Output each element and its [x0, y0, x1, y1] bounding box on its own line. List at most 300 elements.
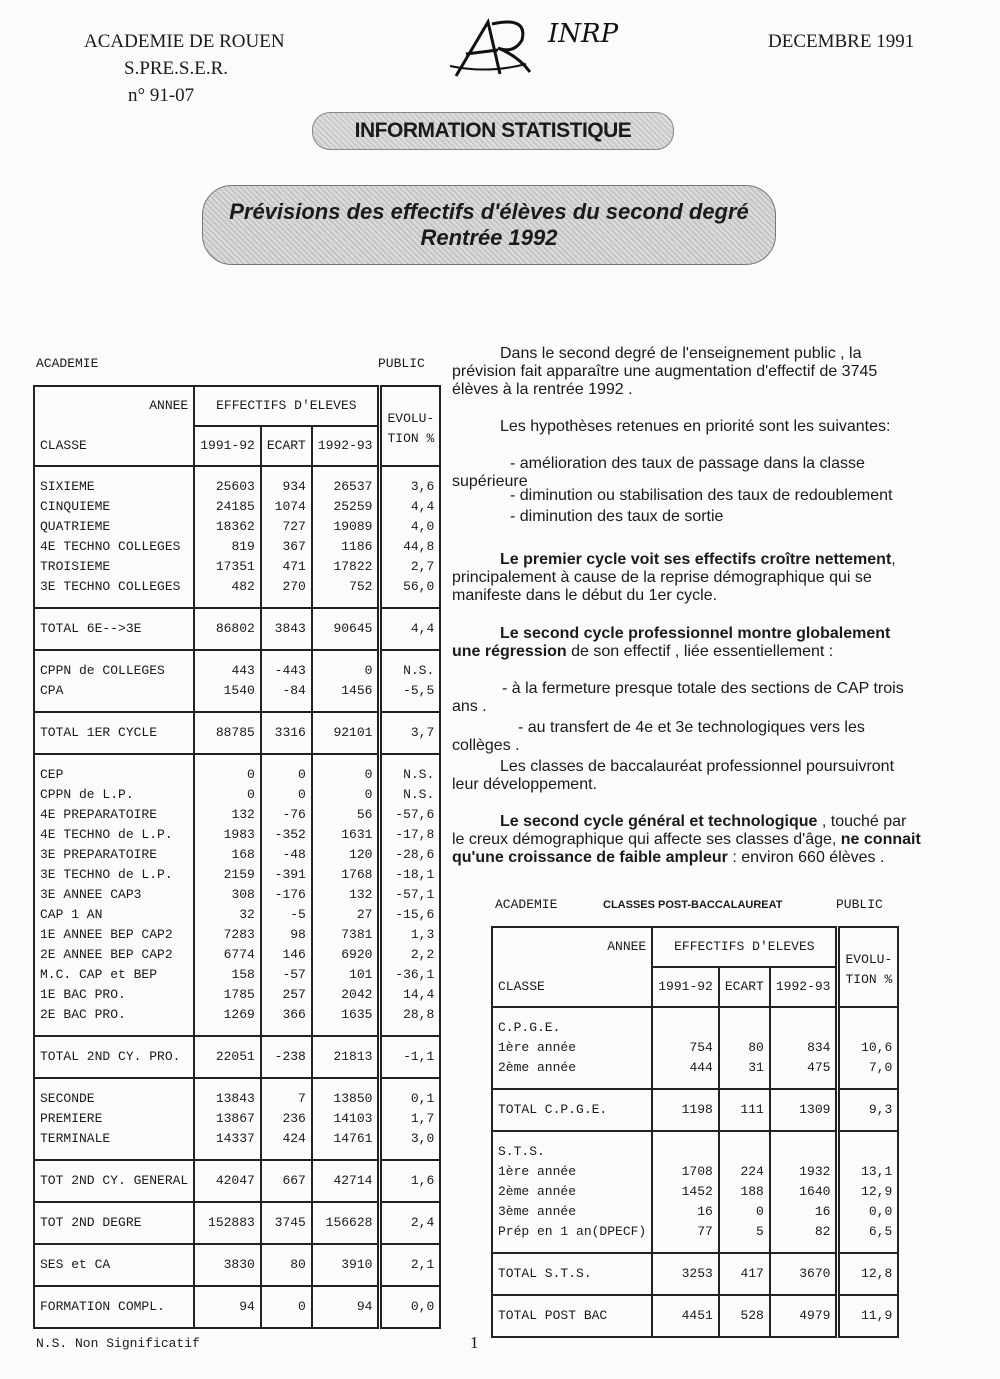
table1-cell-col-1 [194, 608, 261, 650]
table1-value: -1,1 [403, 1049, 435, 1064]
table1-cell-col-1 [194, 1160, 261, 1202]
table2-cell-col-1 [652, 1295, 719, 1337]
table1-row-group [34, 1244, 440, 1286]
page-number: 1 [470, 1333, 479, 1352]
second-cycle-general-rest: : environ 660 élèves . [727, 849, 885, 866]
table1-value: N.S. [403, 787, 435, 802]
table1-cell-col-1 [194, 1286, 261, 1328]
table2-cell-col-3 [770, 1007, 838, 1089]
table1-value: 819 [231, 539, 255, 554]
table1-row-label: 3E ANNEE CAP3 [40, 887, 142, 902]
table1-row-label: CAP 1 AN [40, 907, 103, 922]
table2-cell-col-0 [492, 1089, 652, 1131]
table2-row-label: S.T.S. [498, 1144, 545, 1159]
table1-cell-col-3 [312, 650, 380, 712]
table1-cell-col-0 [34, 754, 194, 1036]
table1-value: 25603 [215, 479, 255, 494]
table2-header-classe-cell [492, 927, 652, 1007]
table1-cell-col-2 [261, 1244, 312, 1286]
table1-value: 42714 [333, 1173, 373, 1188]
table1-value: 156628 [325, 1215, 373, 1230]
table1-value: -76 [282, 807, 306, 822]
table2-value: 417 [740, 1266, 764, 1281]
table2-value: 7,0 [868, 1060, 893, 1075]
table1-row-label: 4E TECHNO COLLEGES [40, 539, 181, 554]
table1-value: 14,4 [403, 987, 435, 1002]
table1-value: N.S. [403, 767, 435, 782]
table1-value: -5 [290, 907, 306, 922]
table1-value: 0 [298, 787, 306, 802]
table1-value: 86802 [215, 621, 255, 636]
table2-header-evolution [838, 927, 898, 1007]
table1-value: 17822 [333, 559, 373, 574]
table1-cell-col-0 [34, 1286, 194, 1328]
post-bac-table [491, 926, 899, 1338]
table2-value [725, 1018, 764, 1038]
footnote: N.S. Non Significatif [36, 1336, 200, 1351]
table1-row-label: TOT 2ND CY. GENERAL [40, 1173, 189, 1188]
table1-row-group [34, 1078, 440, 1160]
table1-row-group [34, 1160, 440, 1202]
table2-cell-col-0 [492, 1007, 652, 1089]
table1-cell-col-1 [194, 466, 261, 608]
table1-value: -28,6 [395, 847, 435, 862]
document-number: n° 91-07 [128, 85, 195, 106]
table1-row-label: TOTAL 6E-->3E [40, 621, 142, 636]
paragraph-bac-pro [452, 758, 922, 794]
table1-row-group [34, 650, 440, 712]
table1-cell-col-3 [312, 712, 380, 754]
table2-value: 0,0 [868, 1204, 893, 1219]
table1-value: 0 [298, 767, 306, 782]
table2-row-label: 1ère année [498, 1040, 577, 1055]
table1-row-label: 3E TECHNO de L.P. [40, 867, 173, 882]
table1-value: -391 [274, 867, 306, 882]
table1-value: 3910 [341, 1257, 373, 1272]
table1-cell-col-2 [261, 1078, 312, 1160]
table1-header-evolution [380, 386, 440, 466]
table2-cell-col-2 [719, 1253, 770, 1295]
table1-header-effectifs: EFFECTIFS D'ELEVES [194, 386, 380, 426]
table1-row-label: TROISIEME [40, 559, 111, 574]
table1-value: 3830 [223, 1257, 255, 1272]
bac-pro-text: Les classes de baccalauréat professionnel poursuivront leur développement. [452, 758, 895, 793]
table1-value: 94 [356, 1299, 373, 1314]
table1-value: 14761 [333, 1131, 373, 1146]
table1-cell-col-2 [261, 466, 312, 608]
table1-cell-col-4 [380, 1244, 440, 1286]
table1-value: 727 [282, 519, 306, 534]
table1-value: 3,7 [410, 725, 435, 740]
table2-cell-col-2 [719, 1089, 770, 1131]
handwritten-text: INRP [548, 19, 619, 49]
table1-value: 26537 [333, 479, 373, 494]
table2-row-group [492, 1007, 898, 1089]
table1-cell-col-2 [261, 754, 312, 1036]
table1-cell-col-4 [380, 1160, 440, 1202]
table1-header-y2: 1992-93 [312, 426, 380, 466]
table2-value: 6,5 [868, 1224, 893, 1239]
table2-value [725, 1142, 764, 1162]
table2-value: 82 [814, 1224, 831, 1239]
table2-header-row [492, 927, 898, 967]
table1-cell-col-2 [261, 1202, 312, 1244]
title-banner [202, 185, 776, 265]
table1-row-label: CPA [40, 683, 64, 698]
table2-value: 16 [814, 1204, 831, 1219]
table1-value: -5,5 [403, 683, 435, 698]
table1-header-evol-1: EVOLU- [387, 411, 435, 426]
table1-value: 2159 [223, 867, 255, 882]
table2-cell-col-3 [770, 1295, 838, 1337]
table2-header-classe: CLASSE [498, 979, 545, 994]
table1-value: -443 [274, 663, 306, 678]
table1-cell-col-0 [34, 1036, 194, 1078]
table1-value: 146 [282, 947, 306, 962]
table2-title: CLASSES POST-BACCALAUREAT [603, 899, 783, 911]
table2-header-y1: 1991-92 [652, 967, 719, 1007]
table1-cell-col-1 [194, 1036, 261, 1078]
table1-value: 3316 [274, 725, 306, 740]
table2-value: 1932 [799, 1164, 831, 1179]
table2-value [776, 1018, 831, 1038]
title-line-1: Prévisions des effectifs d'élèves du second degré [229, 199, 749, 224]
table1-value: 1269 [223, 1007, 255, 1022]
paragraph-premier-cycle [452, 551, 922, 605]
table2-value: 111 [740, 1102, 764, 1117]
table1-row-label: 2E ANNEE BEP CAP2 [40, 947, 173, 962]
table1-value: 98 [290, 927, 306, 942]
table1-value: 7381 [341, 927, 373, 942]
table1-value: 13850 [333, 1091, 373, 1106]
table1-cell-col-3 [312, 608, 380, 650]
table1-cell-col-3 [312, 1286, 380, 1328]
table1-row-label: 3E TECHNO COLLEGES [40, 579, 181, 594]
table2-value [658, 1018, 713, 1038]
table2-academie-label: ACADEMIE [495, 897, 558, 912]
table1-row-group [34, 1286, 440, 1328]
table1-value: 88785 [215, 725, 255, 740]
table1-cell-col-0 [34, 1078, 194, 1160]
table1-row-label: FORMATION COMPL. [40, 1299, 165, 1314]
table1-row-label: QUATRIEME [40, 519, 111, 534]
table1-header-classe: CLASSE [40, 438, 87, 453]
table1-cell-col-1 [194, 1078, 261, 1160]
hypotheses-list [452, 455, 922, 526]
table2-cell-col-3 [770, 1089, 838, 1131]
table2-row-label: 1ère année [498, 1164, 577, 1179]
table1-value: 90645 [333, 621, 373, 636]
table2-value: 834 [807, 1040, 831, 1055]
table1-cell-col-1 [194, 712, 261, 754]
paragraph-second-cycle-general [452, 813, 922, 867]
table2-value: 12,9 [861, 1184, 893, 1199]
table1-value: 443 [231, 663, 255, 678]
second-cycle-general-bold: Le second cycle général et technologique [500, 813, 818, 830]
table1-value: 7283 [223, 927, 255, 942]
table2-row-label: C.P.G.E. [498, 1020, 561, 1035]
table1-row-label: SECONDE [40, 1091, 95, 1106]
table1-row-label: CEP [40, 767, 64, 782]
table1-cell-col-3 [312, 1244, 380, 1286]
table1-cell-col-0 [34, 1244, 194, 1286]
table2-value: 1198 [681, 1102, 713, 1117]
table1-value: -238 [274, 1049, 306, 1064]
table2-value: 475 [807, 1060, 831, 1075]
table1-value: -57,1 [395, 887, 435, 902]
premier-cycle-bold: Le premier cycle voit ses effectifs croître nettement [500, 551, 892, 568]
table1-value: -57,6 [395, 807, 435, 822]
table2-cell-col-2 [719, 1295, 770, 1337]
table1-value: 1,6 [410, 1173, 435, 1188]
table2-row-group [492, 1295, 898, 1337]
table1-header-annee: ANNEE [149, 398, 189, 413]
table2-value: 528 [740, 1308, 764, 1323]
table1-row-label: 3E PREPARATOIRE [40, 847, 158, 862]
second-cycle-pro-bullet-1: - à la fermeture presque totale des sections de CAP trois ans . [452, 680, 904, 715]
hypothesis-3: - diminution des taux de sortie [510, 508, 724, 525]
info-banner [312, 112, 674, 150]
table2-cell-col-4 [838, 1089, 898, 1131]
table1-value: 752 [349, 579, 373, 594]
table2-cell-col-4 [838, 1007, 898, 1089]
table2-cell-col-0 [492, 1253, 652, 1295]
table1-value: 6774 [223, 947, 255, 962]
table1-row-label: CPPN de L.P. [40, 787, 134, 802]
table1-row-label: PREMIERE [40, 1111, 103, 1126]
table2-value: 3670 [799, 1266, 831, 1281]
table1-academie-label: ACADEMIE [36, 356, 99, 371]
table1-value: 1186 [341, 539, 373, 554]
table1-cell-col-0 [34, 712, 194, 754]
table1-value: 21813 [333, 1049, 373, 1064]
table1-value: 0 [364, 663, 373, 678]
table2-value: 754 [689, 1040, 713, 1055]
title-line-2: Rentrée 1992 [420, 225, 558, 250]
table1-value: 2,2 [410, 947, 435, 962]
table2-cell-col-2 [719, 1007, 770, 1089]
table2-row-label: 2ème année [498, 1184, 577, 1199]
table1-value: 1635 [341, 1007, 373, 1022]
table1-cell-col-0 [34, 466, 194, 608]
paragraph-hypotheses [452, 418, 922, 436]
table2-cell-col-2 [719, 1131, 770, 1253]
table1-cell-col-4 [380, 650, 440, 712]
table1-value: 3,6 [410, 479, 435, 494]
hypotheses-text: Les hypothèses retenues en priorité sont les suivantes: [500, 418, 891, 435]
table1-value: 3,0 [410, 1131, 435, 1146]
table2-value: 1309 [799, 1102, 831, 1117]
second-cycle-general-bold-2: ne connait qu'une croissance de faible ampleur [452, 831, 921, 866]
table1-cell-col-1 [194, 754, 261, 1036]
table1-value: 1785 [223, 987, 255, 1002]
table1-row-group [34, 608, 440, 650]
table2-value: 11,9 [861, 1308, 893, 1323]
table1-value: 32 [239, 907, 255, 922]
table1-value: 308 [231, 887, 255, 902]
table1-value: 471 [282, 559, 306, 574]
table1-row-label: 1E BAC PRO. [40, 987, 126, 1002]
table1-value: N.S. [403, 663, 435, 678]
table1-cell-col-3 [312, 1036, 380, 1078]
table1-row-label: SIXIEME [40, 479, 95, 494]
table1-cell-col-4 [380, 712, 440, 754]
table1-value: 0 [247, 787, 255, 802]
table1-cell-col-2 [261, 608, 312, 650]
table1-row-label: TERMINALE [40, 1131, 111, 1146]
table1-cell-col-0 [34, 650, 194, 712]
table1-value: 0,1 [410, 1091, 435, 1106]
table1-value: 92101 [333, 725, 373, 740]
table1-value: 13867 [215, 1111, 255, 1126]
table1-value: 152883 [208, 1215, 255, 1230]
table2-row-label: TOTAL C.P.G.E. [498, 1102, 608, 1117]
table2-header-y2: 1992-93 [770, 967, 838, 1007]
table1-row-label: 4E PREPARATOIRE [40, 807, 158, 822]
table1-value: 1631 [341, 827, 373, 842]
table1-value: 14337 [215, 1131, 255, 1146]
paragraph-intro [452, 345, 922, 399]
table2-cell-col-1 [652, 1007, 719, 1089]
table2-value: 13,1 [861, 1164, 893, 1179]
table2-row-group [492, 1089, 898, 1131]
table1-value: 94 [239, 1299, 255, 1314]
table2-value: 10,6 [861, 1040, 893, 1055]
table1-header-ecart: ECART [261, 426, 312, 466]
table1-value: 17351 [215, 559, 255, 574]
table1-cell-col-2 [261, 1286, 312, 1328]
table1-row-label: 1E ANNEE BEP CAP2 [40, 927, 173, 942]
table2-value: 1452 [681, 1184, 713, 1199]
table1-value: 424 [282, 1131, 306, 1146]
table2-value: 4451 [681, 1308, 713, 1323]
table2-row-group [492, 1253, 898, 1295]
table2-cell-col-3 [770, 1131, 838, 1253]
table1-cell-col-0 [34, 1160, 194, 1202]
second-cycle-pro-bold: Le second cycle professionnel montre globalement une régression [452, 625, 891, 660]
table2-value [776, 1142, 831, 1162]
table1-value: 366 [282, 1007, 306, 1022]
table1-cell-col-4 [380, 1286, 440, 1328]
second-cycle-general-mid: , touché par le creux démographique qui affecte ses classes d'âge, [452, 813, 907, 848]
table2-cell-col-3 [770, 1253, 838, 1295]
table2-value: 80 [748, 1040, 764, 1055]
table1-value: 4,4 [410, 499, 435, 514]
table1-cell-col-2 [261, 712, 312, 754]
table1-cell-col-3 [312, 754, 380, 1036]
table1-cell-col-4 [380, 1078, 440, 1160]
table1-value: 667 [282, 1173, 306, 1188]
table1-value: 2042 [341, 987, 373, 1002]
table2-value: 4979 [799, 1308, 831, 1323]
table1-value: 24185 [215, 499, 255, 514]
table1-value: 2,1 [410, 1257, 435, 1272]
academie-name: ACADEMIE DE ROUEN [84, 31, 285, 52]
table1-cell-col-3 [312, 466, 380, 608]
table1-value: -36,1 [395, 967, 435, 982]
table1-value: 1540 [223, 683, 255, 698]
table1-row-label: TOT 2ND DEGRE [40, 1215, 142, 1230]
table1-cell-col-3 [312, 1160, 380, 1202]
table2-cell-col-4 [838, 1253, 898, 1295]
table1-value: -17,8 [395, 827, 435, 842]
table1-value: 56,0 [403, 579, 435, 594]
table1-value: 3843 [274, 621, 306, 636]
table1-value: 132 [231, 807, 255, 822]
table2-cell-col-4 [838, 1295, 898, 1337]
table2-value [845, 1142, 892, 1162]
table2-row-label: Prép en 1 an(DPECF) [498, 1224, 647, 1239]
second-cycle-pro-list [452, 680, 922, 755]
effectifs-table [33, 385, 441, 1329]
table2-value: 3253 [681, 1266, 713, 1281]
table2-row-group [492, 1131, 898, 1253]
table2-value: 5 [756, 1224, 764, 1239]
table2-header-evol-2: TION % [845, 972, 893, 987]
table1-value: 101 [349, 967, 373, 982]
table2-value: 12,8 [861, 1266, 893, 1281]
table1-value: 4,4 [410, 621, 435, 636]
table1-row-label: TOTAL 2ND CY. PRO. [40, 1049, 181, 1064]
table1-row-label: 2E BAC PRO. [40, 1007, 126, 1022]
table2-cell-col-0 [492, 1131, 652, 1253]
table2-value: 224 [740, 1164, 764, 1179]
info-banner-label: INFORMATION STATISTIQUE [354, 119, 632, 142]
table1-value: 0,0 [410, 1299, 435, 1314]
table1-cell-col-2 [261, 1160, 312, 1202]
hypothesis-1: - amélioration des taux de passage dans la classe supérieure [452, 455, 865, 490]
second-cycle-pro-rest: de son effectif , liée essentiellement : [566, 643, 834, 660]
table2-header-evol-1: EVOLU- [845, 952, 893, 967]
table2-value: 188 [740, 1184, 764, 1199]
table1-cell-col-1 [194, 1202, 261, 1244]
table2-value: 1640 [799, 1184, 831, 1199]
table1-value: 22051 [215, 1049, 255, 1064]
table1-value: -352 [274, 827, 306, 842]
table1-value: 257 [282, 987, 306, 1002]
table1-cell-col-1 [194, 650, 261, 712]
table1-value: 4,0 [410, 519, 435, 534]
table2-header-effectifs: EFFECTIFS D'ELEVES [652, 927, 838, 967]
table2-cell-col-0 [492, 1295, 652, 1337]
table2-value [658, 1142, 713, 1162]
table1-value: 482 [231, 579, 255, 594]
table1-value: 2,4 [410, 1215, 435, 1230]
table1-row-group [34, 1036, 440, 1078]
table1-cell-col-2 [261, 1036, 312, 1078]
table1-value: 2,7 [410, 559, 435, 574]
table1-value: 1456 [341, 683, 373, 698]
table1-value: 1074 [274, 499, 306, 514]
table1-value: 0 [247, 767, 255, 782]
table1-value: 28,8 [403, 1007, 435, 1022]
table2-value: 31 [748, 1060, 764, 1075]
table2-public-label: PUBLIC [836, 897, 883, 912]
table2-row-label: TOTAL POST BAC [498, 1308, 608, 1323]
table1-cell-col-3 [312, 1078, 380, 1160]
table1-cell-col-4 [380, 608, 440, 650]
table1-cell-col-4 [380, 466, 440, 608]
table1-value: 0 [364, 787, 373, 802]
table1-row-label: CINQUIEME [40, 499, 111, 514]
paragraph-second-cycle-pro [452, 625, 922, 661]
table1-value: 270 [282, 579, 306, 594]
table1-value: 1,7 [410, 1111, 435, 1126]
table1-public-label: PUBLIC [378, 356, 425, 371]
table1-cell-col-4 [380, 754, 440, 1036]
table2-cell-col-1 [652, 1253, 719, 1295]
table1-row-label: M.C. CAP et BEP [40, 967, 158, 982]
